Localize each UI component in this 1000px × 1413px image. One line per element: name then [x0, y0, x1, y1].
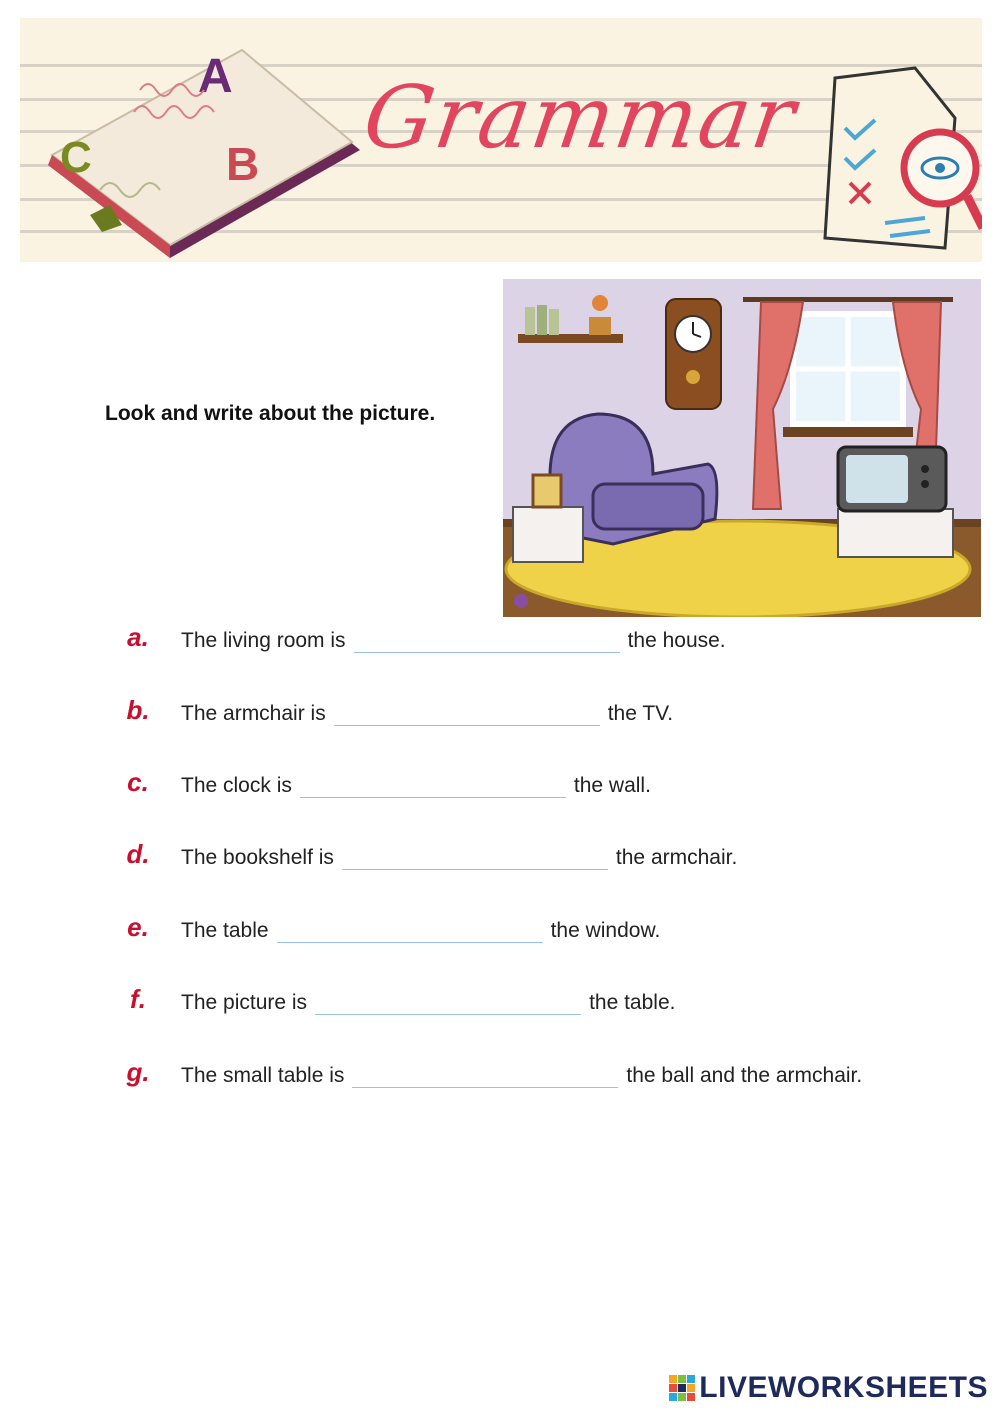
question-letter: f.	[130, 984, 146, 1014]
question-sentence	[181, 773, 651, 798]
question-letter: b.	[126, 695, 150, 725]
question-letter: e.	[127, 912, 149, 942]
question-g	[0, 1053, 1000, 1093]
sentence-start: The armchair is	[181, 702, 326, 725]
question-d	[0, 835, 1000, 875]
book-letter-b: B	[226, 138, 260, 190]
question-b	[0, 691, 1000, 731]
abc-book-icon	[30, 30, 370, 258]
sentence-end: the wall.	[573, 774, 651, 797]
sentence-end: the table.	[589, 991, 676, 1014]
question-letter: c.	[127, 767, 149, 797]
sentence-start: The picture is	[181, 991, 308, 1014]
question-letter: a.	[127, 622, 149, 652]
sentence-end: the ball and the armchair.	[626, 1064, 863, 1087]
question-e	[0, 908, 1000, 948]
quiz-magnifier-icon	[805, 58, 982, 262]
answer-input-d[interactable]	[342, 845, 608, 870]
page-title: Grammar	[357, 68, 803, 168]
sentence-start: The small table is	[181, 1064, 345, 1087]
sentence-start: The bookshelf is	[181, 846, 334, 869]
question-f	[0, 980, 1000, 1020]
question-sentence	[181, 701, 673, 726]
answer-input-f[interactable]	[315, 990, 581, 1015]
sentence-end: the window.	[550, 919, 661, 942]
question-c	[0, 763, 1000, 803]
header-banner	[20, 18, 982, 262]
question-sentence	[181, 628, 726, 653]
question-letter: d.	[126, 839, 150, 869]
sentence-start: The clock is	[181, 774, 292, 797]
footer-brand	[669, 1371, 988, 1405]
liveworksheets-logo-icon	[669, 1375, 697, 1401]
answer-input-g[interactable]	[352, 1063, 618, 1088]
sentence-end: the house.	[627, 629, 726, 652]
sentence-end: the TV.	[607, 702, 674, 725]
sentence-start: The living room is	[181, 629, 346, 652]
answer-input-b[interactable]	[334, 701, 600, 726]
book-letter-c: C	[60, 133, 92, 182]
question-a	[0, 618, 1000, 658]
instruction-text: Look and write about the picture.	[105, 402, 436, 425]
question-sentence	[181, 918, 660, 943]
answer-input-a[interactable]	[354, 628, 620, 653]
answer-input-c[interactable]	[300, 773, 566, 798]
question-sentence	[181, 845, 737, 870]
question-sentence	[181, 1063, 862, 1088]
sentence-end: the armchair.	[615, 846, 738, 869]
answer-input-e[interactable]	[277, 918, 543, 943]
book-letter-a: A	[198, 50, 233, 103]
brand-name: LIVEWORKSHEETS	[699, 1371, 988, 1404]
sentence-start: The table	[181, 919, 269, 942]
living-room-picture	[503, 279, 981, 617]
question-letter: g.	[126, 1057, 150, 1087]
question-sentence	[181, 990, 675, 1015]
